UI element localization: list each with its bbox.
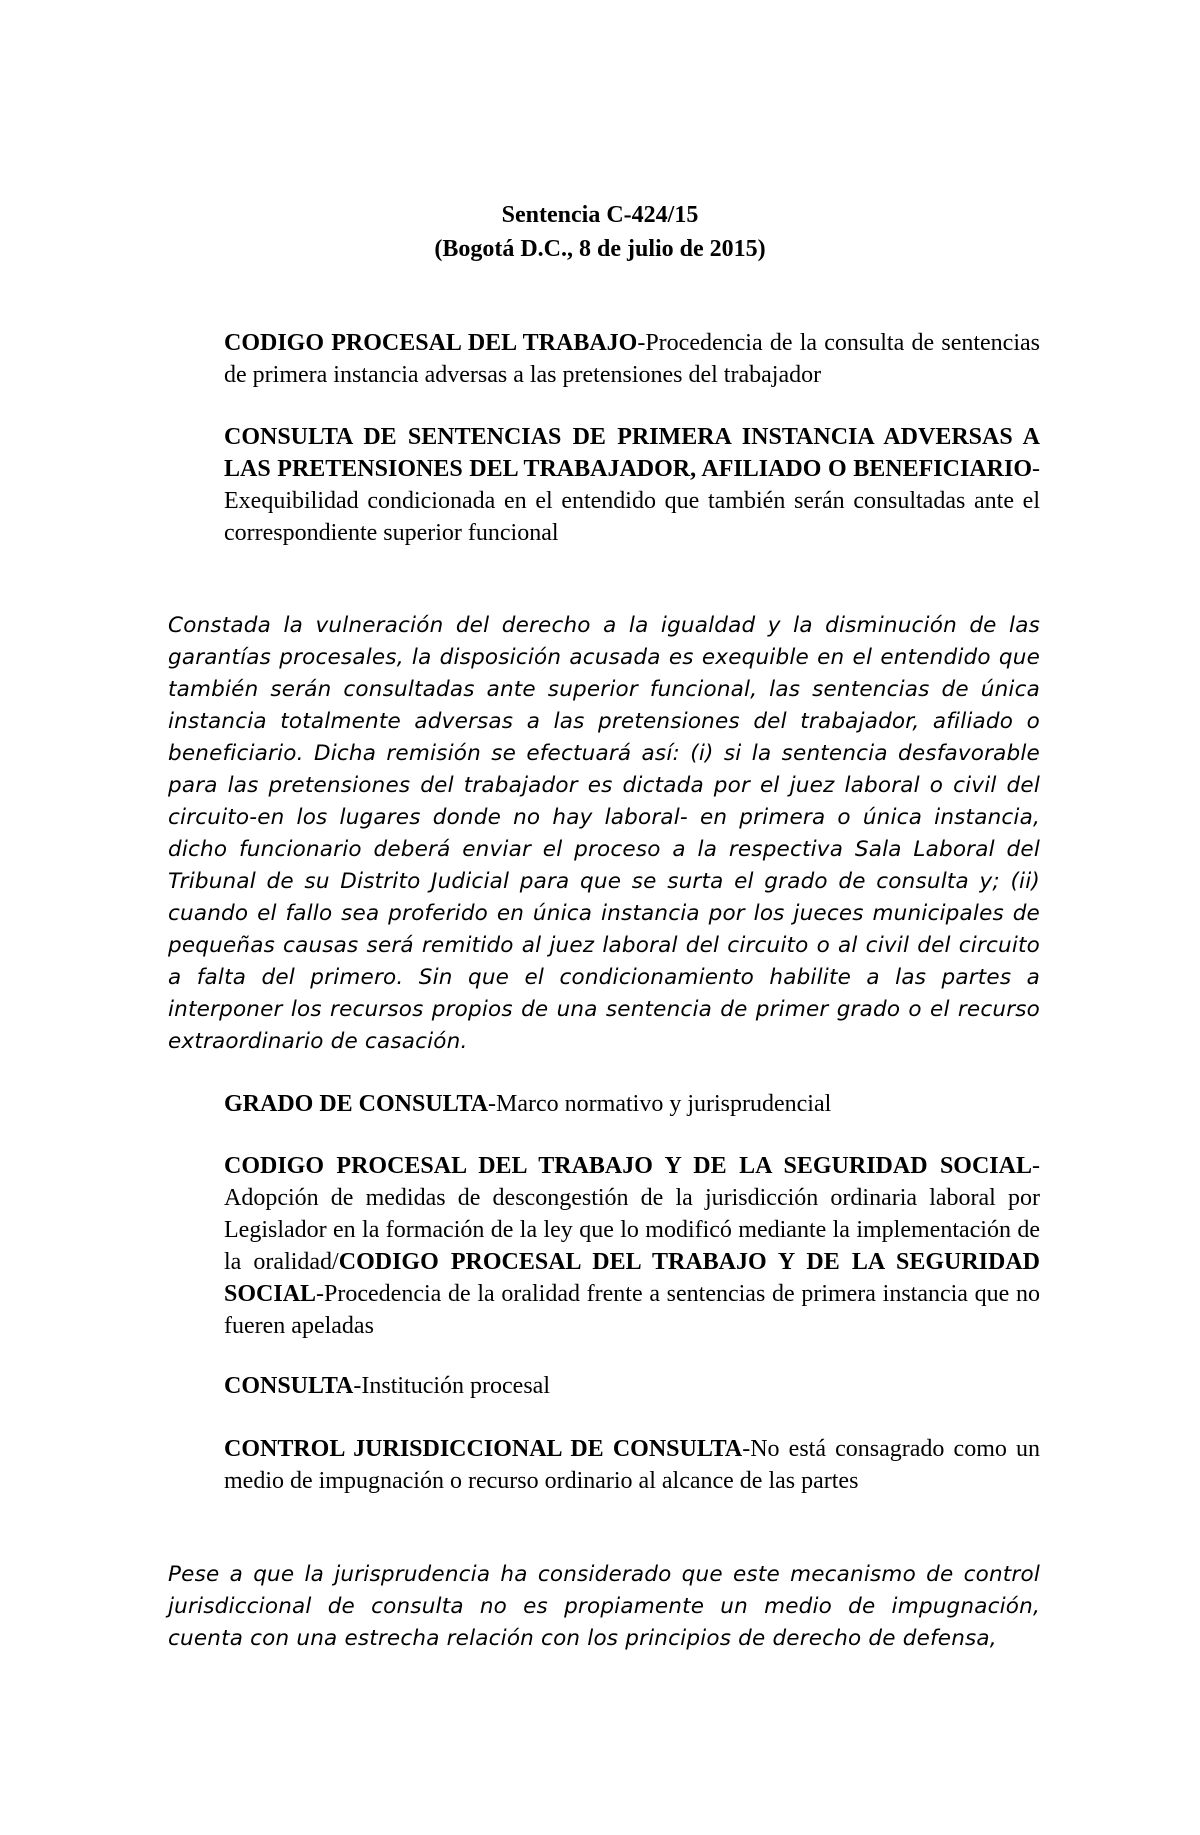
summary-text: -No está consagrado como un medio de impugnación o recurso ordinario al alcance de las partes [224, 1436, 1041, 1494]
document-date: (Bogotá D.C., 8 de julio de 2015) [434, 236, 766, 262]
summary-paragraph-5 [224, 1370, 1040, 1402]
ratio-paragraph-1: Constada la vulneración del derecho a la igualdad y la disminución de las garantías procesales, la disposición acusada es exequible en el entendido que también serán consultadas ante superior funcional, las sentencias de única instancia totalmente adversas a las pretensiones del trabajador, afiliado o beneficiario. Dicha remisión se efectuará así: (i) si la sentencia desfavorable para las pretensiones del trabajador es dictada por el juez laboral o civil del circuito-en los lugares donde no hay laboral- en primera o única instancia, dicho funcionario deberá enviar el proceso a la respectiva Sala Laboral del Tribunal de su Distrito Judicial para que se surta el grado de consulta y; (ii) cuando el fallo sea proferido en única instancia por los jueces municipales de pequeñas causas será remitido al juez laboral del circuito o al civil del circuito a falta del primero. Sin que el condicionamiento habilite a las partes a interponer los recursos propios de una sentencia de primer grado o el recurso extraordinario de casación. [168, 613, 1040, 1054]
ratio-paragraph-2: Pese a que la jurisprudencia ha considerado que este mecanismo de control jurisdiccional de consulta no es propiamente un medio de impugnación, cuenta con una estrecha relación con los principios de derecho de defensa, [168, 1562, 1040, 1651]
summary-heading: CONSULTA DE SENTENCIAS DE PRIMERA INSTANCIA ADVERSAS A LAS PRETENSIONES DEL TRABAJADOR, AFILIADO O BENEFICIARIO [224, 424, 1040, 482]
summary-paragraph-2 [224, 421, 1040, 549]
summary-heading: CONTROL JURISDICCIONAL DE CONSULTA [224, 1436, 743, 1462]
summary-paragraph-6 [224, 1433, 1040, 1497]
summary-paragraph-1 [224, 327, 1040, 391]
summary-paragraph-3 [224, 1088, 1040, 1120]
summary-heading: CODIGO PROCESAL DEL TRABAJO Y DE LA SEGURIDAD SOCIAL [224, 1153, 1032, 1179]
summary-heading: GRADO DE CONSULTA [224, 1091, 489, 1117]
summary-heading-secondary: CODIGO PROCESAL DEL TRABAJO Y DE LA SEGURIDAD SOCIAL [224, 1249, 1041, 1307]
summary-paragraph-4 [224, 1150, 1040, 1342]
summary-text: -Exequibilidad condicionada en el entendido que también serán consultadas ante el correspondiente superior funcional [224, 456, 1040, 546]
summary-text: -Adopción de medidas de descongestión de la jurisdicción ordinaria laboral por Legislador en la formación de la ley que lo modificó mediante la implementación de la oralidad/ [224, 1153, 1040, 1275]
summary-text: -Institución procesal [353, 1373, 550, 1399]
summary-heading: CODIGO PROCESAL DEL TRABAJO [224, 330, 638, 356]
document-title: Sentencia C-424/15 [501, 202, 699, 228]
summary-heading: CONSULTA [224, 1373, 354, 1399]
summary-text-secondary: -Procedencia de la oralidad frente a sentencias de primera instancia que no fueren apeladas [224, 1281, 1040, 1339]
summary-text: -Marco normativo y jurisprudencial [488, 1091, 832, 1117]
summary-text: -Procedencia de la consulta de sentencias de primera instancia adversas a las pretensiones del trabajador [224, 330, 1040, 388]
